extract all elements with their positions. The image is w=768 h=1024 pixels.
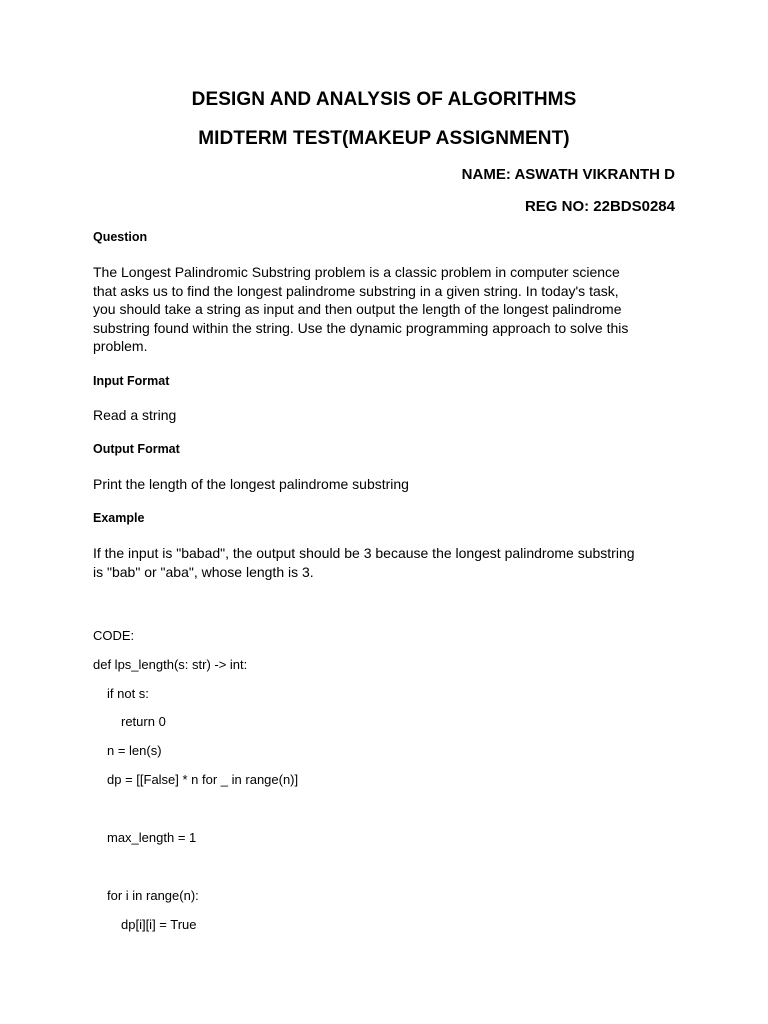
output-format-text: Print the length of the longest palindrome substring (93, 476, 409, 492)
example-text (93, 544, 678, 581)
code-line: dp = [[False] * n for _ in range(n)] (107, 772, 299, 787)
question-line: substring found within the string. Use the dynamic programming approach to solve this (93, 319, 629, 336)
code-line: for i in range(n): (107, 888, 199, 903)
question-line: problem. (93, 338, 148, 355)
example-line: If the input is "babad", the output should be 3 because the longest palindrome substring (93, 545, 635, 561)
document-title: DESIGN AND ANALYSIS OF ALGORITHMS (191, 89, 577, 110)
document-subtitle: MIDTERM TEST(MAKEUP ASSIGNMENT) (198, 128, 570, 149)
registration-number: REG NO: 22BDS0284 (524, 198, 675, 215)
code-label: CODE: (93, 628, 135, 643)
question-line: that asks us to find the longest palindrome substring in a given string. In today's task, (93, 282, 619, 299)
code-line: dp[i][i] = True (121, 917, 197, 932)
input-format-text: Read a string (93, 407, 177, 423)
question-text (93, 263, 678, 356)
question-line: The Longest Palindromic Substring problem is a classic problem in computer science (93, 264, 620, 280)
question-line: you should take a string as input and then output the length of the longest palindrome (93, 301, 622, 318)
input-format-heading: Input Format (93, 374, 170, 388)
code-line: max_length = 1 (107, 830, 197, 845)
code-line: n = len(s) (107, 743, 162, 758)
example-line: is "bab" or "aba", whose length is 3. (93, 563, 314, 580)
code-line: return 0 (121, 714, 166, 729)
code-line: if not s: (107, 686, 149, 701)
example-heading: Example (93, 511, 145, 525)
code-line: def lps_length(s: str) -> int: (93, 657, 248, 672)
output-format-heading: Output Format (93, 442, 180, 456)
question-heading: Question (93, 230, 148, 244)
student-name: NAME: ASWATH VIKRANTH D (461, 166, 675, 183)
